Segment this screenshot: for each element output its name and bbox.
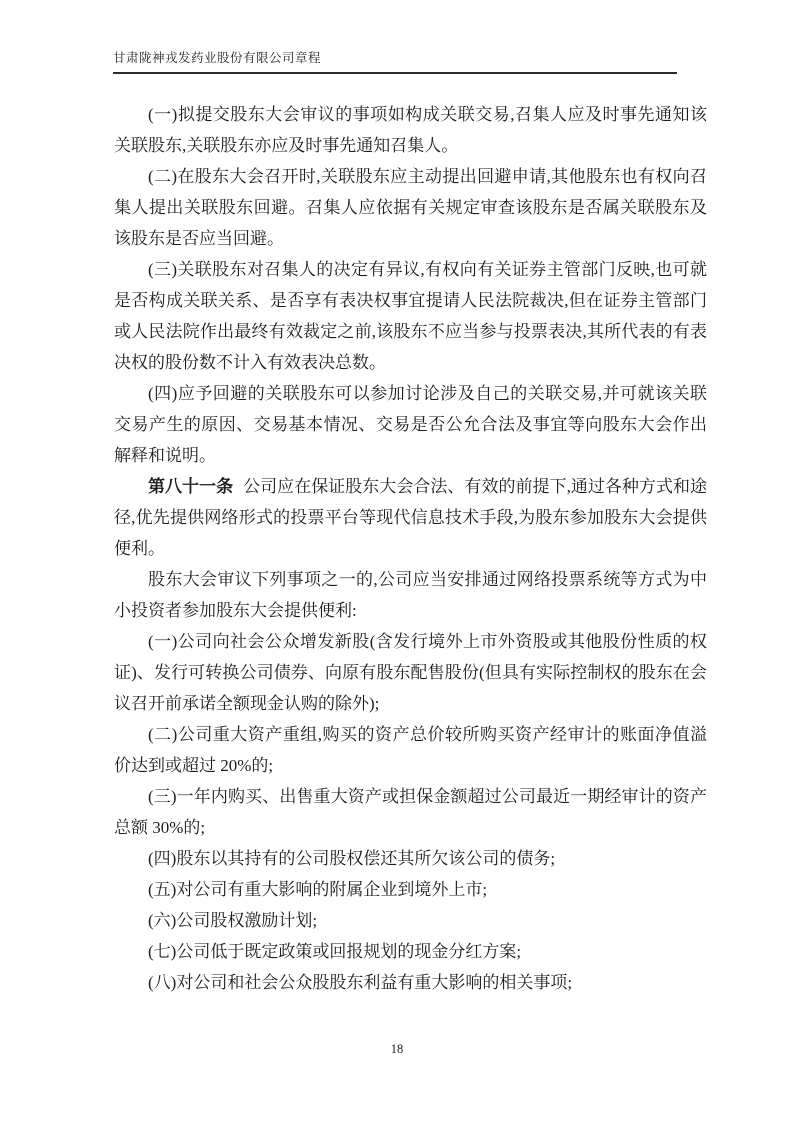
paragraph-text: (四)应予回避的关联股东可以参加讨论涉及自己的关联交易,并可就该关联交易产生的原因、交易基本情况、交易是否公允合法及事宜等向股东大会作出解释和说明。 [114,384,707,465]
paragraph-recused-shareholder-rights [114,378,707,471]
paragraph-text: 股东大会审议下列事项之一的,公司应当安排通过网络投票系统等方式为中小投资者参加股东大会提供便利: [114,570,707,620]
paragraph-text: (一)拟提交股东大会审议的事项如构成关联交易,召集人应及时事先通知该关联股东,关联股东亦应及时事先通知召集人。 [114,105,707,155]
paragraph-objection-to-decision [114,254,707,378]
document-body [114,99,707,998]
page-header [113,50,677,74]
paragraph-text: (七)公司低于既定政策或回报规划的现金分红方案; [148,942,522,961]
paragraph-text: 公司应在保证股东大会合法、有效的前提下,通过各种方式和途径,优先提供网络形式的投票平台等现代信息技术手段,为股东参加股东大会提供便利。 [114,477,708,558]
paragraph-online-voting-intro [114,564,707,626]
list-item-4-debt-repayment-with-equity [114,843,707,874]
page-footer [0,1040,794,1058]
list-item-5-subsidiary-overseas-listing [114,874,707,905]
paragraph-text: (六)公司股权激励计划; [148,911,318,930]
list-item-6-equity-incentive-plan [114,905,707,936]
document-title: 甘肃陇神戎发药业股份有限公司章程 [113,51,322,65]
paragraph-text: (一)公司向社会公众增发新股(含发行境外上市外资股或其他股份性质的权证)、发行可转换公司债券、向原有股东配售股份(但具有实际控制权的股东在会议召开前承诺全额现金认购的除外); [114,632,707,713]
paragraph-text: (二)在股东大会召开时,关联股东应主动提出回避申请,其他股东也有权向召集人提出关联股东回避。召集人应依据有关规定审查该股东是否属关联股东及该股东是否应当回避。 [114,167,707,248]
paragraph-text: (二)公司重大资产重组,购买的资产总价较所购买资产经审计的账面净值溢价达到或超过 20%的; [114,725,707,775]
list-item-2-asset-restructuring [114,719,707,781]
paragraph-recusal-request [114,161,707,254]
paragraph-text: (三)一年内购买、出售重大资产或担保金额超过公司最近一期经审计的资产总额 30%的; [114,787,707,837]
paragraph-text: (四)股东以其持有的公司股权偿还其所欠该公司的债务; [148,849,556,868]
paragraph-article-81 [114,471,707,564]
article-number: 第八十一条 [148,477,234,496]
paragraph-text: (三)关联股东对召集人的决定有异议,有权向有关证券主管部门反映,也可就是否构成关联关系、是否享有表决权事宜提请人民法院裁决,但在证券主管部门或人民法院作出最终有效裁定之前,该股东不应当参与投票表决,其所代表的有表决权的股份数不计入有效表决总数。 [114,260,707,372]
list-item-8-public-shareholder-interests [114,967,707,998]
page-number: 18 [390,1042,404,1056]
list-item-7-cash-dividend-plan [114,936,707,967]
paragraph-text: (八)对公司和社会公众股股东利益有重大影响的相关事项; [148,973,573,992]
list-item-1-new-share-issuance [114,626,707,719]
paragraph-related-transaction-notice [114,99,707,161]
paragraph-text: (五)对公司有重大影响的附属企业到境外上市; [148,880,488,899]
list-item-3-major-purchase-guarantee [114,781,707,843]
